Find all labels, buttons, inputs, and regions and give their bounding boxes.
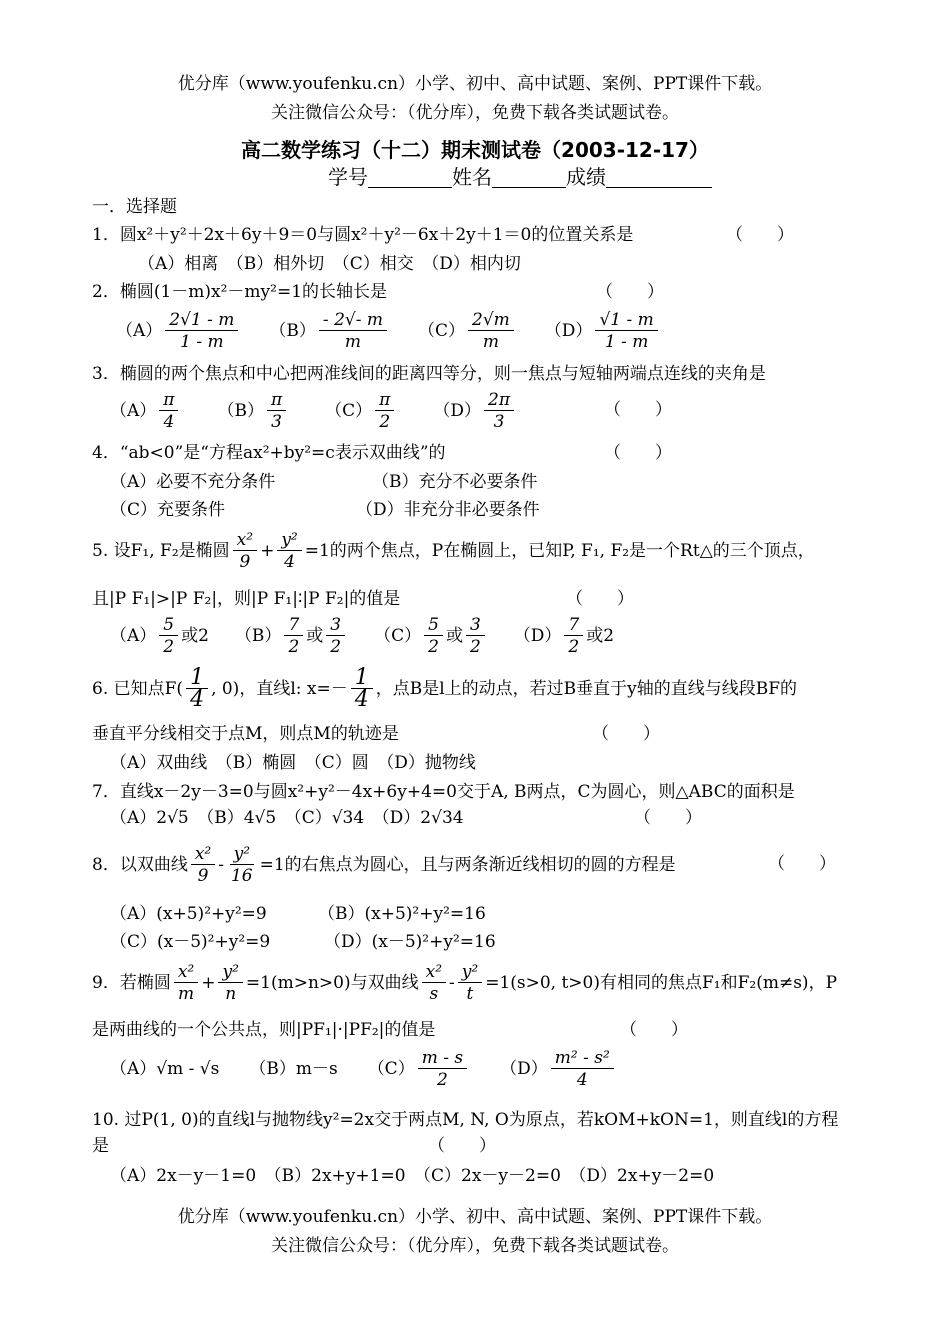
q3-option-b-label: （B） <box>217 401 264 421</box>
q2-option-a-label: （A） <box>116 321 163 341</box>
header-line-1: 优分库（www.youfenku.cn）小学、初中、高中试题、案例、PPT课件下载。 <box>177 74 773 94</box>
q8-option-c: （C）(x－5)²+y²=9 <box>110 932 271 952</box>
q6-fraction-1: $\frac{1}{4}$ <box>186 668 208 711</box>
q3-option-c-label: （C） <box>325 401 373 421</box>
q1-answer-bracket[interactable]: （ ） <box>726 225 794 245</box>
q8-option-b: （B）(x+5)²+y²=16 <box>318 904 486 924</box>
field-score-blank[interactable] <box>606 169 712 188</box>
q5-option-d-fraction: $\frac{7}{2}$ <box>564 615 583 658</box>
q9-option-d-fraction: $\frac{\text{m² - s²}}{4}$ <box>551 1048 614 1091</box>
q3-option-c-fraction: $\frac{\pi}{2}$ <box>375 390 394 433</box>
q9-fraction-2: $\frac{\text{y²}}{n}$ <box>218 962 242 1005</box>
q2-option-b-label: （B） <box>269 321 316 341</box>
q3-options <box>110 385 517 437</box>
q9-fraction-4: $\frac{\text{y²}}{t}$ <box>458 962 482 1005</box>
q2-option-d-fraction: $\frac{√1 - m}{1 - m}$ <box>595 310 657 353</box>
field-id-blank[interactable] <box>368 169 452 188</box>
q1-stem: 1．圆x²＋y²＋2x＋6y＋9＝0与圆x²＋y²－6x＋2y＋1＝0的位置关系是 <box>92 225 634 245</box>
q5-fraction-y: $\frac{\text{y²}}{4}$ <box>277 530 301 573</box>
q2-stem: 2．椭圆(1－m)x²－my²=1的长轴长是 <box>92 282 388 302</box>
q8-option-a: （A）(x+5)²+y²=9 <box>110 904 267 924</box>
q4-answer-bracket[interactable]: （ ） <box>604 443 672 463</box>
q9-option-a: （A）√m - √s <box>110 1059 220 1079</box>
q4-option-c: （C）充要条件 <box>110 500 226 520</box>
q5-option-c-fraction-1: $\frac{5}{2}$ <box>424 615 443 658</box>
q8-stem: 8．以双曲线 $\frac{\text{x²}}{9}$ - $\frac{\text{y²}}{16}$ =1的右焦点为圆心，且与两条渐近线相切的圆的方程是 <box>92 843 676 886</box>
q9-option-d-label: （D） <box>500 1059 548 1079</box>
q8-option-d: （D）(x－5)²+y²=16 <box>324 932 496 952</box>
q8-answer-bracket[interactable]: （ ） <box>768 854 836 874</box>
q10-stem-line1: 10. 过P(1, 0)的直线l与抛物线y²=2x交于两点M, N, O为原点，若kOM+kON=1，则直线l的方程 <box>92 1110 839 1130</box>
q5-option-c-fraction-2: $\frac{3}{2}$ <box>466 615 485 658</box>
q2-option-a-fraction: $\frac{2√1 - m}{1 - m}$ <box>165 310 238 353</box>
q9-stem-line2: 是两曲线的一个公共点，则|PF₁|·|PF₂|的值是 <box>92 1020 436 1040</box>
q10-options: （A）2x－y－1=0 （B）2x+y+1=0 （C）2x－y－2=0 （D）2x+y－2=0 <box>110 1166 715 1186</box>
exam-title: 高二数学练习（十二）期末测试卷（2003-12-17） <box>241 138 709 162</box>
field-score-label: 成绩 <box>566 165 606 189</box>
q2-option-c-fraction: $\frac{2√m}{m}$ <box>468 310 514 353</box>
q5-answer-bracket[interactable]: （ ） <box>566 589 634 609</box>
q6-answer-bracket[interactable]: （ ） <box>592 724 660 744</box>
q1-options: （A）相离 （B）相外切 （C）相交 （D）相内切 <box>138 254 521 274</box>
q5-stem-line1: 5. 设F₁, F₂是椭圆 $\frac{\text{x²}}{9}$ + $\frac{\text{y²}}{4}$ =1的两个焦点，P在椭圆上，已知P, F₁, F₂是一个Rt△的三个顶点， <box>92 529 815 572</box>
q2-options <box>116 305 661 357</box>
q3-option-d-label: （D） <box>433 401 481 421</box>
q4-option-b: （B）充分不必要条件 <box>372 472 538 492</box>
q9-fraction-3: $\frac{\text{x²}}{s}$ <box>422 962 446 1005</box>
q9-fraction-1: $\frac{\text{x²}}{m}$ <box>174 962 198 1005</box>
field-name-blank[interactable] <box>492 169 566 188</box>
section-heading: 一．选择题 <box>92 197 177 217</box>
q6-options: （A）双曲线 （B）椭圆 （C）圆 （D）抛物线 <box>110 753 476 773</box>
q10-answer-bracket[interactable]: （ ） <box>428 1136 496 1156</box>
q3-option-b-fraction: $\frac{\pi}{3}$ <box>267 390 286 433</box>
q2-option-d-label: （D） <box>544 321 593 341</box>
q5-option-a-fraction: $\frac{5}{2}$ <box>159 615 178 658</box>
q9-option-c-fraction: $\frac{m - s}{2}$ <box>418 1048 467 1091</box>
q7-stem: 7．直线x－2y－3=0与圆x²+y²－4x+6y+4=0交于A, B两点，C为圆心，则△ABC的面积是 <box>92 782 795 802</box>
q9-options <box>110 1042 617 1096</box>
q2-answer-bracket[interactable]: （ ） <box>596 282 664 302</box>
q4-option-a: （A）必要不充分条件 <box>110 472 276 492</box>
q5-option-b-fraction-2: $\frac{3}{2}$ <box>326 615 345 658</box>
q9-stem-line1: 9．若椭圆 $\frac{\text{x²}}{m}$ + $\frac{\text{y²}}{n}$ =1(m>n>0)与双曲线 $\frac{\text{x²}}{s}$ - $\frac{\text{y²}}{t}$ =1(s>0, t>0)有相同的焦点F₁和F₂(m≠s)，P <box>92 961 838 1004</box>
q4-option-d: （D）非充分非必要条件 <box>356 500 540 520</box>
q6-fraction-2: $\frac{1}{4}$ <box>351 668 373 711</box>
q10-stem-line2: 是 <box>92 1136 109 1156</box>
q3-answer-bracket[interactable]: （ ） <box>604 400 672 420</box>
footer-line-1: 优分库（www.youfenku.cn）小学、初中、高中试题、案例、PPT课件下载。 <box>177 1207 773 1227</box>
q9-option-b: （B）m－s <box>249 1059 338 1079</box>
q7-answer-bracket[interactable]: （ ） <box>634 808 702 828</box>
q5-stem-line2: 且|P F₁|>|P F₂|，则|P F₁|∶|P F₂|的值是 <box>92 589 401 609</box>
q3-option-d-fraction: $\frac{2\pi}{3}$ <box>484 390 514 433</box>
q9-option-c-label: （C） <box>367 1059 415 1079</box>
q8-fraction-x: $\frac{\text{x²}}{9}$ <box>191 844 215 887</box>
header-line-2: 关注微信公众号：（优分库），免费下载各类试题试卷。 <box>271 103 679 123</box>
q3-option-a-fraction: $\frac{\pi}{4}$ <box>159 390 178 433</box>
student-fields <box>328 165 712 189</box>
q7-options: （A）2√5 （B）4√5 （C）√34 （D）2√34 <box>110 808 464 828</box>
q8-fraction-y: $\frac{\text{y²}}{16}$ <box>230 843 253 886</box>
q6-stem-line1: 6. 已知点F( $\frac{1}{4}$ , 0)，直线l: x=－ $\frac{1}{4}$ ，点B是l上的动点，若过B垂直于y轴的直线与线段BF的 <box>92 664 798 712</box>
q5-option-b-fraction-1: $\frac{7}{2}$ <box>284 615 303 658</box>
q3-stem: 3．椭圆的两个焦点和中心把两准线间的距离四等分，则一焦点与短轴两端点连线的夹角是 <box>92 364 766 384</box>
q2-option-b-fraction: $\frac{- 2√- m}{m}$ <box>319 310 387 353</box>
footer-line-2: 关注微信公众号：（优分库），免费下载各类试题试卷。 <box>271 1236 679 1256</box>
q5-options: （A） $\frac{5}{2}$ 或2 （B） $\frac{7}{2}$ 或 $\frac{3}{2}$ （C） $\frac{5}{2}$ 或 $\frac{3}{2}$ （D） $\frac{7}{2}$ 或2 <box>110 614 615 657</box>
q2-option-c-label: （C） <box>418 321 466 341</box>
q4-stem: 4．“ab<0”是“方程ax²+by²=c表示双曲线”的 <box>92 443 446 463</box>
q5-fraction-x: $\frac{\text{x²}}{9}$ <box>233 530 257 573</box>
q6-stem-line2: 垂直平分线相交于点M，则点M的轨迹是 <box>92 724 399 744</box>
field-name-label: 姓名 <box>452 165 492 189</box>
field-id-label: 学号 <box>328 165 368 189</box>
q3-option-a-label: （A） <box>110 401 157 421</box>
q9-answer-bracket[interactable]: （ ） <box>620 1020 688 1040</box>
